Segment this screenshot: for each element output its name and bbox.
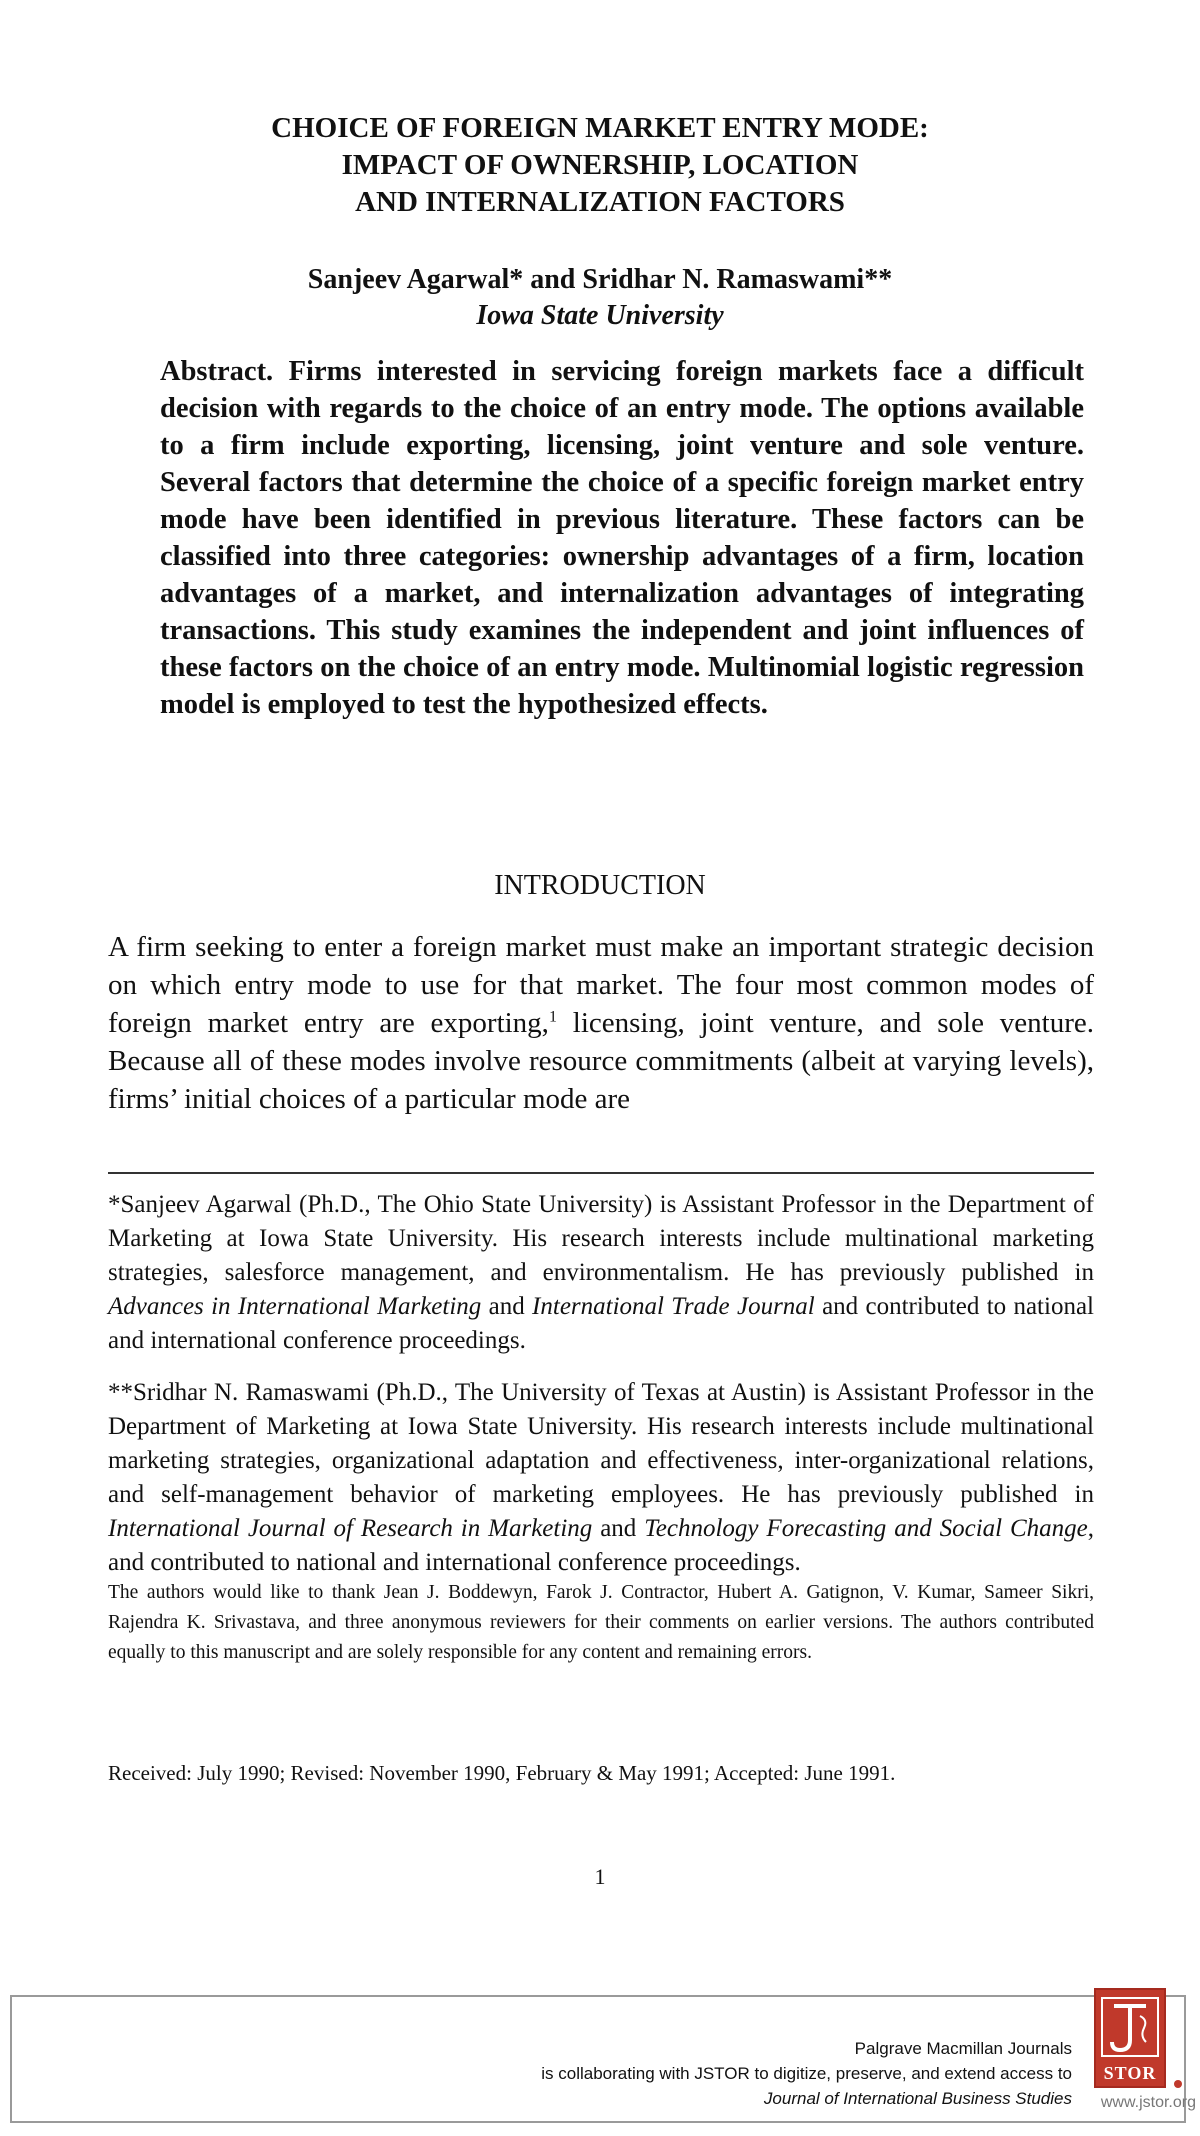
fn1-journal-2: International Trade Journal bbox=[532, 1293, 815, 1320]
registered-mark-icon bbox=[1174, 2080, 1182, 2088]
footnote-divider bbox=[108, 1172, 1094, 1174]
section-heading-introduction: INTRODUCTION bbox=[494, 870, 706, 901]
acknowledgment: The authors would like to thank Jean J. Boddewyn, Farok J. Contractor, Hubert A. Gatignon, V. Kumar, Sameer Sikri, Rajendra K. Srivastava, and three anonymous reviewers for their comments on earlier versions. The authors contributed equally to this manuscript and are solely responsible for any content and remaining errors. bbox=[108, 1582, 1094, 1663]
intro-text-part2: licensing, joint venture, and sole venture. Because all of these modes involve resource commitments (albeit at varying levels), firms’ initial choices of a particular mode are bbox=[108, 1007, 1095, 1115]
jstor-line-2: is collaborating with JSTOR to digitize, preserve, and extend access to bbox=[541, 2064, 1072, 2083]
jstor-line-1: Palgrave Macmillan Journals bbox=[854, 2039, 1072, 2058]
fn1-journal-1: Advances in International Marketing bbox=[108, 1293, 482, 1320]
fn1-text-end: and contributed to national and international conference proceedings. bbox=[108, 1293, 1094, 1354]
article-title bbox=[0, 110, 1200, 221]
jstor-banner-text bbox=[272, 2036, 1072, 2111]
fn2-and: and bbox=[592, 1515, 645, 1542]
introduction-paragraph bbox=[108, 928, 1094, 1118]
title-line-2: IMPACT OF OWNERSHIP, LOCATION bbox=[341, 149, 859, 181]
received-dates: Received: July 1990; Revised: November 1990, February & May 1991; Accepted: June 1991. bbox=[108, 1761, 896, 1785]
author-names: Sanjeev Agarwal* and Sridhar N. Ramaswami** bbox=[307, 264, 893, 295]
fn2-text: **Sridhar N. Ramaswami (Ph.D., The University of Texas at Austin) is Assistant Professor in the Department of Marketing at Iowa State University. His research interests include multinational marketing strategies, organizational adaptation and effectiveness, inter-organizational relations, and self-management behavior of marketing employees. He has previously published in bbox=[108, 1379, 1094, 1508]
jstor-logo-icon[interactable] bbox=[1094, 1988, 1166, 2088]
fn2-text-end: , and contributed to national and international conference proceedings. bbox=[108, 1515, 1094, 1576]
fn2-journal-1: International Journal of Research in Marketing bbox=[108, 1515, 593, 1542]
fn1-and: and bbox=[481, 1293, 533, 1320]
jstor-url-link[interactable]: www.jstor.org bbox=[1100, 2094, 1196, 2111]
page-number: 1 bbox=[594, 1864, 606, 1889]
jstor-line-3: Journal of International Business Studies bbox=[763, 2089, 1072, 2108]
title-line-3: AND INTERNALIZATION FACTORS bbox=[355, 186, 845, 218]
intro-text-part1: A firm seeking to enter a foreign market must make an important strategic decision on which entry mode to use for that market. The four most common modes of foreign market entry are exporting, bbox=[108, 931, 1094, 1039]
footnote-author-2 bbox=[108, 1376, 1094, 1580]
fn2-journal-2: Technology Forecasting and Social Change bbox=[644, 1515, 1088, 1542]
jstor-emblem-icon bbox=[1100, 1996, 1160, 2058]
footnote-marker: 1 bbox=[548, 1008, 557, 1026]
author-block bbox=[0, 262, 1200, 334]
fn1-text: *Sanjeev Agarwal (Ph.D., The Ohio State University) is Assistant Professor in the Department of Marketing at Iowa State University. His research interests include multinational marketing strategies, salesforce management, and environmentalism. He has previously published in bbox=[108, 1191, 1094, 1286]
footnote-author-1 bbox=[108, 1188, 1094, 1358]
jstor-logo-text: STOR bbox=[1103, 2063, 1157, 2083]
title-line-1: CHOICE OF FOREIGN MARKET ENTRY MODE: bbox=[271, 112, 929, 144]
abstract: Abstract. Firms interested in servicing foreign markets face a difficult decision with regards to the choice of an entry mode. The options available to a firm include exporting, licensing, joint venture and sole venture. Several factors that determine the choice of a specific foreign market entry mode have been identified in previous literature. These factors can be classified into three categories: ownership advantages of a firm, location advantages of a market, and internalization advantages of integrating transactions. This study examines the independent and joint influences of these factors on the choice of an entry mode. Multinomial logistic regression model is employed to test the hypothesized effects. bbox=[160, 356, 1084, 720]
author-affiliation: Iowa State University bbox=[476, 300, 724, 331]
